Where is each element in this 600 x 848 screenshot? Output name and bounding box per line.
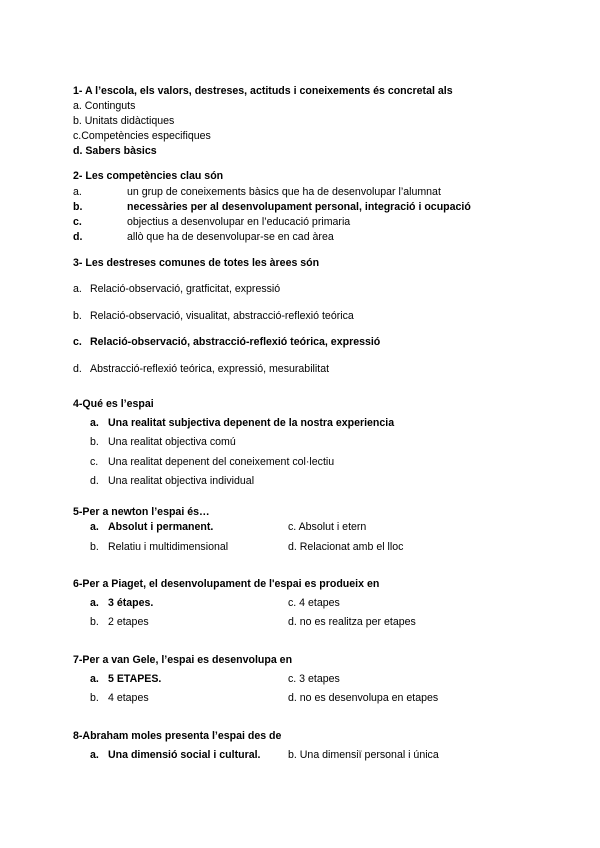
q2-option-c-letter: c. (73, 216, 82, 228)
question-7: 7-Per a van Gele, l’espai es desenvolupa en (73, 654, 293, 666)
q5-option-a-text: Absolut i permanent. (108, 521, 214, 533)
q4-option-a-text: Una realitat subjectiva depenent de la nostra experiencia (108, 417, 395, 429)
question-3: 3- Les destreses comunes de totes les àrees són (73, 257, 320, 269)
question-1: 1- A l’escola, els valors, destreses, actituds i coneixements és concretal als (73, 85, 453, 97)
q6-option-a-letter: a. (90, 597, 99, 609)
q4-option-c-letter: c. (90, 456, 99, 468)
q3-option-d-text: Abstracció-reflexió teórica, expressió, mesurabilitat (90, 363, 330, 375)
q1-option-d: d. Sabers bàsics (73, 145, 157, 157)
q2-option-b-letter: b. (73, 201, 83, 213)
q8-option-b: b. Una dimensiï personal i única (288, 749, 439, 761)
q6-option-a-text: 3 étapes. (108, 597, 154, 609)
q5-option-a-letter: a. (90, 521, 99, 533)
q7-option-d: d. no es desenvolupa en etapes (288, 692, 439, 704)
q3-option-a-text: Relació-observació, gratficitat, expressió (90, 283, 281, 295)
q3-option-c-text: Relació-observació, abstracció-reflexió teórica, expressió (90, 336, 381, 348)
q4-option-d-letter: d. (90, 475, 99, 487)
question-6: 6-Per a Piaget, el desenvolupament de l'espai es produeix en (73, 578, 380, 590)
q4-option-d-text: Una realitat objectiva individual (108, 475, 255, 487)
q4-option-b-text: Una realitat objectiva comú (108, 436, 236, 448)
question-2: 2- Les competències clau són (73, 170, 224, 182)
q7-option-c: c. 3 etapes (288, 673, 340, 685)
q6-option-b-text: 2 etapes (108, 616, 149, 628)
q5-option-d: d. Relacionat amb el lloc (288, 541, 404, 553)
q6-option-b-letter: b. (90, 616, 99, 628)
q2-option-d-text: allò que ha de desenvolupar-se en cad àrea (127, 231, 334, 243)
q4-option-a-letter: a. (90, 417, 99, 429)
q3-option-c-letter: c. (73, 336, 82, 348)
q4-option-b-letter: b. (90, 436, 99, 448)
q2-option-a-text: un grup de coneixements bàsics que ha de desenvolupar l’alumnat (127, 186, 441, 198)
q5-option-b-text: Relatiu i multidimensional (108, 541, 229, 553)
q3-option-a-letter: a. (73, 283, 82, 295)
q3-option-d-letter: d. (73, 363, 82, 375)
q7-option-b-letter: b. (90, 692, 99, 704)
q3-option-b-letter: b. (73, 310, 82, 322)
q2-option-d-letter: d. (73, 231, 83, 243)
q4-option-c-text: Una realitat depenent del coneixement col·lectiu (108, 456, 335, 468)
q5-option-b-letter: b. (90, 541, 99, 553)
question-5: 5-Per a newton l’espai és… (73, 506, 210, 518)
q2-option-c-text: objectius a desenvolupar en l’educació primaria (127, 216, 351, 228)
q2-option-a-letter: a. (73, 186, 82, 198)
q3-option-b-text: Relació-observació, visualitat, abstracció-reflexió teórica (90, 310, 354, 322)
q1-option-a: a. Continguts (73, 100, 136, 112)
q8-option-a-letter: a. (90, 749, 99, 761)
q7-option-b-text: 4 etapes (108, 692, 149, 704)
q5-option-c: c. Absolut i etern (288, 521, 367, 533)
q1-option-c: c.Competències especifiques (73, 130, 211, 142)
q1-option-b: b. Unitats didàctiques (73, 115, 175, 127)
q8-option-a-text: Una dimensió social i cultural. (108, 749, 261, 761)
q7-option-a-text: 5 ETAPES. (108, 673, 162, 685)
q7-option-a-letter: a. (90, 673, 99, 685)
q6-option-d: d. no es realitza per etapes (288, 616, 416, 628)
question-8: 8-Abraham moles presenta l’espai des de (73, 730, 282, 742)
question-4: 4-Qué es l’espai (73, 398, 154, 410)
q6-option-c: c. 4 etapes (288, 597, 340, 609)
q2-option-b-text: necessàries per al desenvolupament personal, integració i ocupació (127, 201, 471, 213)
